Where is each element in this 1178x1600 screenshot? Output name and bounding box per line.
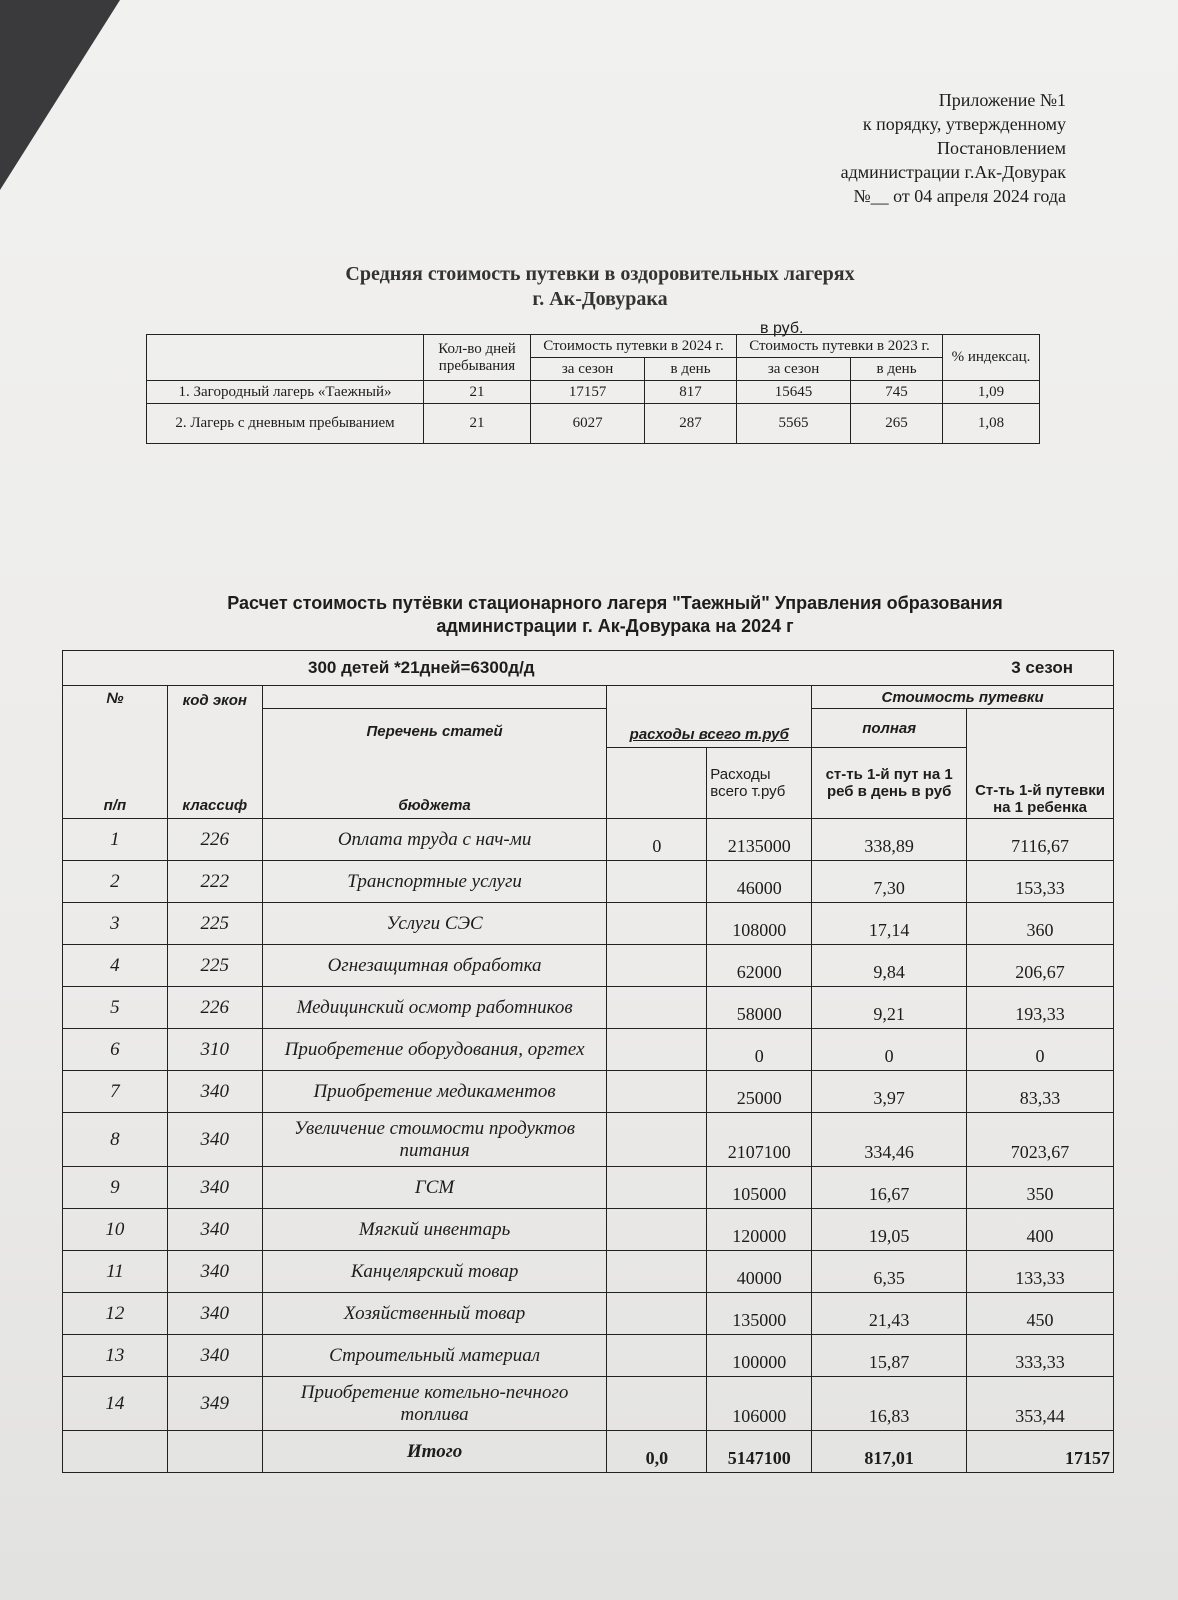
cell-extra xyxy=(607,1071,707,1113)
cell-per-day: 19,05 xyxy=(812,1209,967,1251)
table-row xyxy=(63,1209,1114,1251)
cell-expenses: 2107100 xyxy=(707,1113,812,1167)
cell-no: 10 xyxy=(63,1209,168,1251)
cell-code: 340 xyxy=(167,1167,262,1209)
cell-extra xyxy=(607,1029,707,1071)
header-items-top: Перечень статей xyxy=(366,723,503,740)
cell-per-day: 9,21 xyxy=(812,987,967,1029)
cell-code: 349 xyxy=(167,1377,262,1431)
banner-row xyxy=(63,651,1114,686)
header-full: полная xyxy=(812,709,967,748)
table-row xyxy=(63,819,1114,861)
cell-expenses: 106000 xyxy=(707,1377,812,1431)
cell-extra xyxy=(607,861,707,903)
cell-item: Транспортные услуги xyxy=(262,861,607,903)
cell-no: 8 xyxy=(63,1113,168,1167)
summary-table xyxy=(146,334,1040,444)
calc-table xyxy=(62,650,1114,1473)
cell-extra xyxy=(607,1113,707,1167)
cell-per-day: 0 xyxy=(812,1029,967,1071)
unit-label: в руб. xyxy=(760,320,804,337)
cell-no: 7 xyxy=(63,1071,168,1113)
cell-item: ГСМ xyxy=(262,1167,607,1209)
cell-extra xyxy=(607,1209,707,1251)
cell-per-child: 0 xyxy=(967,1029,1114,1071)
calc-title xyxy=(120,592,1110,638)
cell-item: Мягкий инвентарь xyxy=(262,1209,607,1251)
cell-d2024: 817 xyxy=(645,381,737,404)
total-per-day: 817,01 xyxy=(812,1431,967,1473)
header-cost2024: Стоимость путевки в 2024 г. xyxy=(531,335,737,358)
cell-per-child: 400 xyxy=(967,1209,1114,1251)
cell-no: 4 xyxy=(63,945,168,987)
header-items-bottom: бюджета xyxy=(398,797,471,814)
cell-expenses: 105000 xyxy=(707,1167,812,1209)
cell-expenses: 25000 xyxy=(707,1071,812,1113)
table-row xyxy=(147,404,1040,444)
cell-per-child: 350 xyxy=(967,1167,1114,1209)
cell-item: Приобретение оборудования, оргтех xyxy=(262,1029,607,1071)
cell-per-day: 6,35 xyxy=(812,1251,967,1293)
cell-index: 1,08 xyxy=(943,404,1040,444)
cell-code: 340 xyxy=(167,1335,262,1377)
cell-per-child: 360 xyxy=(967,903,1114,945)
cell-s2023: 5565 xyxy=(736,404,850,444)
cell-d2024: 287 xyxy=(645,404,737,444)
header-expenses-all: расходы всего т.руб xyxy=(607,686,812,748)
header-no xyxy=(63,686,168,819)
cell-per-day: 17,14 xyxy=(812,903,967,945)
cell-expenses: 108000 xyxy=(707,903,812,945)
cell-code: 222 xyxy=(167,861,262,903)
table-row xyxy=(63,945,1114,987)
total-blank xyxy=(63,1431,168,1473)
table-row xyxy=(63,1113,1114,1167)
cell-item: Медицинский осмотр работников xyxy=(262,987,607,1029)
header-items-spacer xyxy=(262,686,607,709)
cell-item: Хозяйственный товар xyxy=(262,1293,607,1335)
header-blank xyxy=(607,748,707,819)
cell-no: 9 xyxy=(63,1167,168,1209)
table-row xyxy=(63,861,1114,903)
cell-extra xyxy=(607,945,707,987)
cell-no: 3 xyxy=(63,903,168,945)
cell-extra xyxy=(607,1335,707,1377)
cell-days: 21 xyxy=(424,404,531,444)
header-no-bottom: п/п xyxy=(103,797,127,814)
cell-no: 11 xyxy=(63,1251,168,1293)
cell-per-day: 3,97 xyxy=(812,1071,967,1113)
total-extra: 0,0 xyxy=(607,1431,707,1473)
cell-per-child: 193,33 xyxy=(967,987,1114,1029)
cell-days: 21 xyxy=(424,381,531,404)
cell-expenses: 135000 xyxy=(707,1293,812,1335)
cell-per-day: 15,87 xyxy=(812,1335,967,1377)
cell-extra xyxy=(607,1293,707,1335)
header-season: за сезон xyxy=(531,358,645,381)
title-line: Расчет стоимость путёвки стационарного лагеря "Таежный" Управления образования xyxy=(227,593,1003,613)
summary-title xyxy=(150,262,1050,312)
header-expenses: Расходы всего т.руб xyxy=(707,748,812,819)
cell-code: 340 xyxy=(167,1113,262,1167)
cell-no: 12 xyxy=(63,1293,168,1335)
header-per-child: Ст-ть 1-й путевки на 1 ребенка xyxy=(967,709,1114,819)
cell-per-day: 338,89 xyxy=(812,819,967,861)
table-row xyxy=(63,1335,1114,1377)
cell-item: Строительный материал xyxy=(262,1335,607,1377)
appendix-line: к порядку, утвержденному xyxy=(862,114,1066,134)
cell-extra xyxy=(607,1251,707,1293)
title-line: г. Ак-Довурака xyxy=(532,288,668,310)
table-row xyxy=(63,1251,1114,1293)
title-line: администрации г. Ак-Довурака на 2024 г xyxy=(436,616,794,636)
cell-code: 340 xyxy=(167,1251,262,1293)
cell-no: 13 xyxy=(63,1335,168,1377)
header-index: % индексац. xyxy=(943,335,1040,381)
table-row xyxy=(147,381,1040,404)
total-expenses: 5147100 xyxy=(707,1431,812,1473)
header-cost: Стоимость путевки xyxy=(812,686,1114,709)
total-per-child: 17157 xyxy=(967,1431,1114,1473)
cell-s2023: 15645 xyxy=(736,381,850,404)
table-row xyxy=(63,987,1114,1029)
cell-code: 310 xyxy=(167,1029,262,1071)
cell-name: 2. Лагерь с дневным пребыванием xyxy=(147,404,424,444)
cell-code: 340 xyxy=(167,1209,262,1251)
header-season: за сезон xyxy=(736,358,850,381)
cell-item: Оплата труда с нач-ми xyxy=(262,819,607,861)
table-row xyxy=(63,1029,1114,1071)
header-code-bottom: классиф xyxy=(182,797,248,814)
cell-s2024: 6027 xyxy=(531,404,645,444)
cell-no: 6 xyxy=(63,1029,168,1071)
cell-code: 226 xyxy=(167,819,262,861)
cell-per-child: 7116,67 xyxy=(967,819,1114,861)
total-blank xyxy=(167,1431,262,1473)
cell-per-child: 206,67 xyxy=(967,945,1114,987)
cell-per-child: 450 xyxy=(967,1293,1114,1335)
background-corner xyxy=(0,0,120,190)
header-code-top: код экон xyxy=(182,692,247,709)
cell-d2023: 265 xyxy=(851,404,943,444)
cell-per-day: 16,67 xyxy=(812,1167,967,1209)
cell-code: 225 xyxy=(167,945,262,987)
header-per-day: ст-ть 1-й пут на 1 реб в день в руб xyxy=(812,748,967,819)
cell-item: Приобретение медикаментов xyxy=(262,1071,607,1113)
table-row xyxy=(63,1167,1114,1209)
cell-extra xyxy=(607,987,707,1029)
header-day: в день xyxy=(851,358,943,381)
table-row xyxy=(63,903,1114,945)
appendix-line: Приложение №1 xyxy=(938,90,1066,110)
cell-extra xyxy=(607,903,707,945)
cell-per-day: 334,46 xyxy=(812,1113,967,1167)
cell-no: 5 xyxy=(63,987,168,1029)
cell-code: 226 xyxy=(167,987,262,1029)
cell-per-day: 9,84 xyxy=(812,945,967,987)
table-row xyxy=(63,1377,1114,1431)
cell-s2024: 17157 xyxy=(531,381,645,404)
cell-code: 340 xyxy=(167,1293,262,1335)
cell-per-child: 83,33 xyxy=(967,1071,1114,1113)
header-code xyxy=(167,686,262,819)
cell-per-child: 133,33 xyxy=(967,1251,1114,1293)
cell-expenses: 2135000 xyxy=(707,819,812,861)
cell-no: 14 xyxy=(63,1377,168,1431)
cell-expenses: 46000 xyxy=(707,861,812,903)
cell-per-day: 16,83 xyxy=(812,1377,967,1431)
cell-expenses: 100000 xyxy=(707,1335,812,1377)
cell-item: Услуги СЭС xyxy=(262,903,607,945)
header-no-top: № xyxy=(106,690,124,707)
cell-expenses: 58000 xyxy=(707,987,812,1029)
cell-index: 1,09 xyxy=(943,381,1040,404)
cell-per-day: 7,30 xyxy=(812,861,967,903)
appendix-line: Постановлением xyxy=(936,138,1066,158)
appendix-header xyxy=(841,88,1066,208)
cell-expenses: 62000 xyxy=(707,945,812,987)
cell-item: Канцелярский товар xyxy=(262,1251,607,1293)
cell-extra xyxy=(607,1377,707,1431)
cell-code: 340 xyxy=(167,1071,262,1113)
banner-text: 300 детей *21дней=6300д/д xyxy=(308,658,535,677)
cell-item: Увеличение стоимости продуктов питания xyxy=(262,1113,607,1167)
cell-extra: 0 xyxy=(607,819,707,861)
cell-expenses: 0 xyxy=(707,1029,812,1071)
season-label: 3 сезон xyxy=(1011,658,1073,677)
cell-expenses: 120000 xyxy=(707,1209,812,1251)
empty-header xyxy=(147,335,424,381)
header-days: Кол-во дней пребывания xyxy=(424,335,531,381)
cell-per-child: 153,33 xyxy=(967,861,1114,903)
header-items xyxy=(262,709,607,819)
appendix-line: администрации г.Ак-Довурак xyxy=(840,162,1066,182)
title-line: Средняя стоимость путевки в оздоровительных лагерях xyxy=(345,263,855,285)
cell-per-child: 353,44 xyxy=(967,1377,1114,1431)
header-day: в день xyxy=(645,358,737,381)
table-row xyxy=(63,1071,1114,1113)
cell-item: Огнезащитная обработка xyxy=(262,945,607,987)
cell-expenses: 40000 xyxy=(707,1251,812,1293)
cell-no: 2 xyxy=(63,861,168,903)
cell-extra xyxy=(607,1167,707,1209)
cell-d2023: 745 xyxy=(851,381,943,404)
cell-per-child: 333,33 xyxy=(967,1335,1114,1377)
cell-code: 225 xyxy=(167,903,262,945)
cell-item: Приобретение котельно-печного топлива xyxy=(262,1377,607,1431)
cell-per-day: 21,43 xyxy=(812,1293,967,1335)
appendix-line: №__ от 04 апреля 2024 года xyxy=(853,186,1066,206)
total-label: Итого xyxy=(262,1431,607,1473)
header-cost2023: Стоимость путевки в 2023 г. xyxy=(736,335,942,358)
cell-no: 1 xyxy=(63,819,168,861)
cell-per-child: 7023,67 xyxy=(967,1113,1114,1167)
table-row xyxy=(63,1293,1114,1335)
cell-name: 1. Загородный лагерь «Таежный» xyxy=(147,381,424,404)
